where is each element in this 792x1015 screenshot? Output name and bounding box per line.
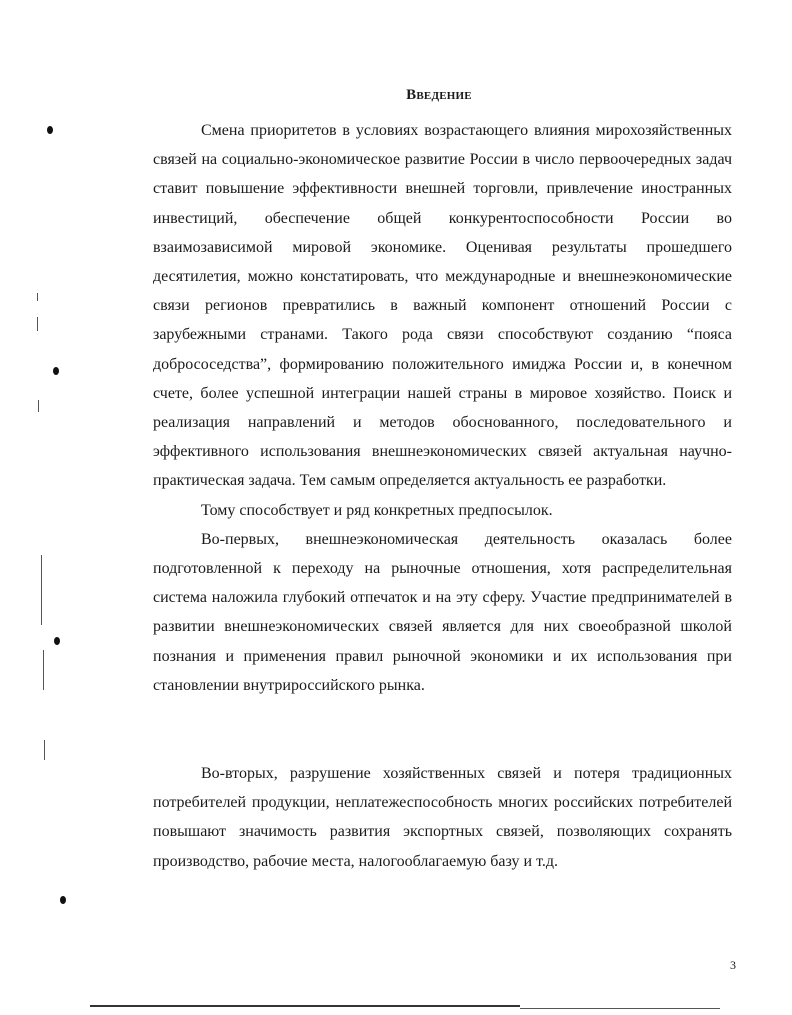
scan-mark (54, 637, 60, 645)
body-text-block-1 (153, 116, 732, 700)
page-number: 3 (730, 958, 736, 972)
scan-mark (37, 293, 38, 301)
scan-mark (53, 367, 59, 375)
body-text-block-2 (153, 759, 732, 876)
scan-mark (37, 317, 38, 331)
scan-edge-line (520, 1008, 720, 1009)
scan-edge-line (90, 1005, 520, 1007)
paragraph: Во-вторых, разрушение хозяйственных связей и потеря традиционных потребителей продукции, неплатежеспособность многих российских потребителей повышают значимость развития экспортных связей, позволяющих сохранять производство, рабочие места, налогооблагаемую базу и т.д. (153, 765, 732, 870)
scan-mark (47, 126, 53, 134)
paragraph: Смена приоритетов в условиях возрастающего влияния мирохозяйственных связей на социально-экономическое развитие России в число первоочередных задач ставит повышение эффективности внешней торговли, привлечение иностранных инвестиций, обеспечение общей конкурентоспособности России во взаимозависимой мировой экономике. Оценивая результаты прошедшего десятилетия, можно констатировать, что международные и внешнеэкономические связи регионов превратились в важный компонент отношений России с зарубежными странами. Такого рода связи способствуют созданию “пояса добрососедства”, формированию положительного имиджа России и, в конечном счете, более успешной интеграции нашей страны в мировое хозяйство. Поиск и реализация направлений и методов обоснованного, последовательного и эффективного использования внешнеэкономических связей актуальная научно-практическая задача. Тем самым определяется актуальность ее разработки. (153, 122, 732, 490)
scan-mark (38, 400, 39, 412)
paragraph: Тому способствует и ряд конкретных предпосылок. (201, 501, 553, 519)
scan-mark (60, 896, 66, 904)
paragraph: Во-первых, внешнеэкономическая деятельность оказалась более подготовленной к переходу на рыночные отношения, хотя распределительная система наложила глубокий отпечаток и на эту сферу. Участие предпринимателей в развитии внешнеэкономических связей является для них своеобразной школой познания и применения правил рыночной экономики и их использования при становлении внутрироссийского рынка. (153, 530, 732, 694)
section-heading: Введение (406, 87, 472, 103)
scan-mark (44, 740, 45, 760)
scan-mark (41, 555, 42, 625)
scan-mark (43, 650, 44, 690)
